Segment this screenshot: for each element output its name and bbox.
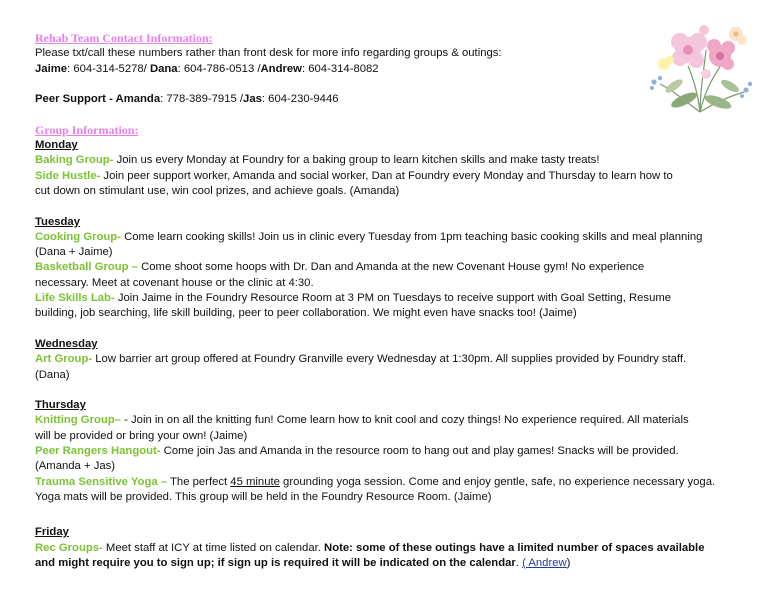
baking-group-text: Join us every Monday at Foundry for a baking group to learn kitchen skills and make tasty treats! (113, 154, 600, 167)
day-heading-thursday: Thursday (35, 399, 86, 412)
life-skills-entry (35, 291, 735, 306)
andrew-link[interactable]: ( Andrew (522, 556, 567, 569)
group-info-heading: Group Information: (35, 122, 139, 137)
life-skills-text-2: building, job searching, life skill building, peer to peer collaboration. We might even have snacks too! (Jaime) (35, 307, 577, 320)
yoga-text-2: Yoga mats will be provided. This group will be held in the Foundry Resource Room. (Jaime) (35, 490, 492, 503)
rec-note-2: and might require you to sign up; if sign up is required it will be indicated on the calendar (35, 556, 516, 569)
art-group-text-1: Low barrier art group offered at Foundry Granville every Wednesday at 1:30pm. All supplies provided by Foundry staff. (92, 353, 687, 366)
cooking-group-text-2: (Dana + Jaime) (35, 246, 113, 259)
cooking-group-text-1: Come learn cooking skills! Join us in clinic every Tuesday from 1pm teaching basic cooking skills and meal planning (120, 230, 703, 243)
basketball-group-text-1: Come shoot some hoops with Dr. Dan and Amanda at the new Covenant House gym! No experience (137, 261, 645, 274)
day-heading-friday: Friday (35, 526, 69, 539)
contact-phones (35, 62, 735, 77)
rec-close: ) (566, 556, 571, 569)
jas-phone: : 604-230-9446 (261, 93, 339, 106)
peer-support-line (35, 92, 735, 107)
peer-rangers-text-1: Come join Jas and Amanda in the resource room to hang out and play games! Snacks will be provided. (160, 445, 679, 458)
peer-rangers-entry (35, 444, 735, 459)
rec-groups-name: Rec Groups- (35, 541, 103, 554)
andrew-name: Andrew (260, 62, 302, 75)
yoga-duration: 45 minute (230, 475, 280, 488)
day-heading-monday: Monday (35, 139, 78, 152)
life-skills-text-1: Join Jaime in the Foundry Resource Room at 3 PM on Tuesdays to receive support with Goal Setting, Resume (114, 292, 672, 305)
peer-rangers-name: Peer Rangers Hangout- (35, 445, 161, 458)
rec-note-1: Note: some of these outings have a limited number of spaces available (324, 541, 705, 554)
rec-note-line-2 (35, 556, 735, 571)
jas-name: Jas (243, 93, 262, 106)
art-group-text-2: (Dana) (35, 368, 70, 381)
yoga-text-b: grounding yoga session. Come and enjoy gentle, safe, no experience necessary yoga. (279, 475, 716, 488)
dana-name: Dana (149, 62, 178, 75)
document-body (35, 31, 735, 571)
peer-rangers-text-2: (Amanda + Jas) (35, 460, 116, 473)
art-group-name: Art Group- (35, 353, 93, 366)
rec-groups-text: Meet staff at ICY at time listed on calendar. (102, 541, 325, 554)
yoga-text-a: The perfect (167, 475, 231, 488)
dana-phone: : 604-786-0513 / (177, 62, 261, 75)
baking-group-entry (35, 153, 735, 168)
knitting-group-entry (35, 413, 735, 428)
side-hustle-text-2: cut down on stimulant use, win cool prizes, and achieve goals. (Amanda) (35, 184, 400, 197)
cooking-group-name: Cooking Group- (35, 230, 121, 243)
life-skills-name: Life Skills Lab- (35, 292, 115, 305)
rec-note-end: . (515, 556, 523, 569)
side-hustle-text-1: Join peer support worker, Amanda and social worker, Dan at Foundry every Monday and Thursday to learn how to (100, 169, 673, 182)
basketball-group-entry (35, 260, 735, 275)
art-group-entry (35, 352, 735, 367)
yoga-name: Trauma Sensitive Yoga – (35, 475, 168, 488)
knitting-group-name: Knitting Group– (35, 414, 121, 427)
jaime-name: Jaime (35, 62, 68, 75)
cooking-group-entry (35, 230, 735, 245)
contact-intro: Please txt/call these numbers rather than front desk for more info regarding groups & outings: (35, 47, 502, 60)
contact-heading: Rehab Team Contact Information: (35, 31, 213, 45)
side-hustle-name: Side Hustle- (35, 169, 101, 182)
jaime-phone: : 604-314-5278/ (67, 62, 150, 75)
day-heading-wednesday: Wednesday (35, 337, 98, 350)
andrew-phone: : 604-314-8082 (301, 62, 379, 75)
peer-support-phone: : 778-389-7915 / (160, 93, 244, 106)
basketball-group-text-2: necessary. Meet at covenant house or the clinic at 4:30. (35, 276, 314, 289)
basketball-group-name: Basketball Group – (35, 261, 138, 274)
peer-support-label: Peer Support - Amanda (35, 93, 161, 106)
yoga-entry (35, 475, 735, 490)
knitting-group-text-1: - Join in on all the knitting fun! Come learn how to knit cool and cozy things! No experience required. All materials (120, 414, 689, 427)
side-hustle-entry (35, 169, 735, 184)
rec-groups-entry (35, 541, 735, 556)
baking-group-name: Baking Group- (35, 154, 114, 167)
day-heading-tuesday: Tuesday (35, 215, 80, 228)
knitting-group-text-2: will be provided or bring your own! (Jaime) (35, 429, 248, 442)
